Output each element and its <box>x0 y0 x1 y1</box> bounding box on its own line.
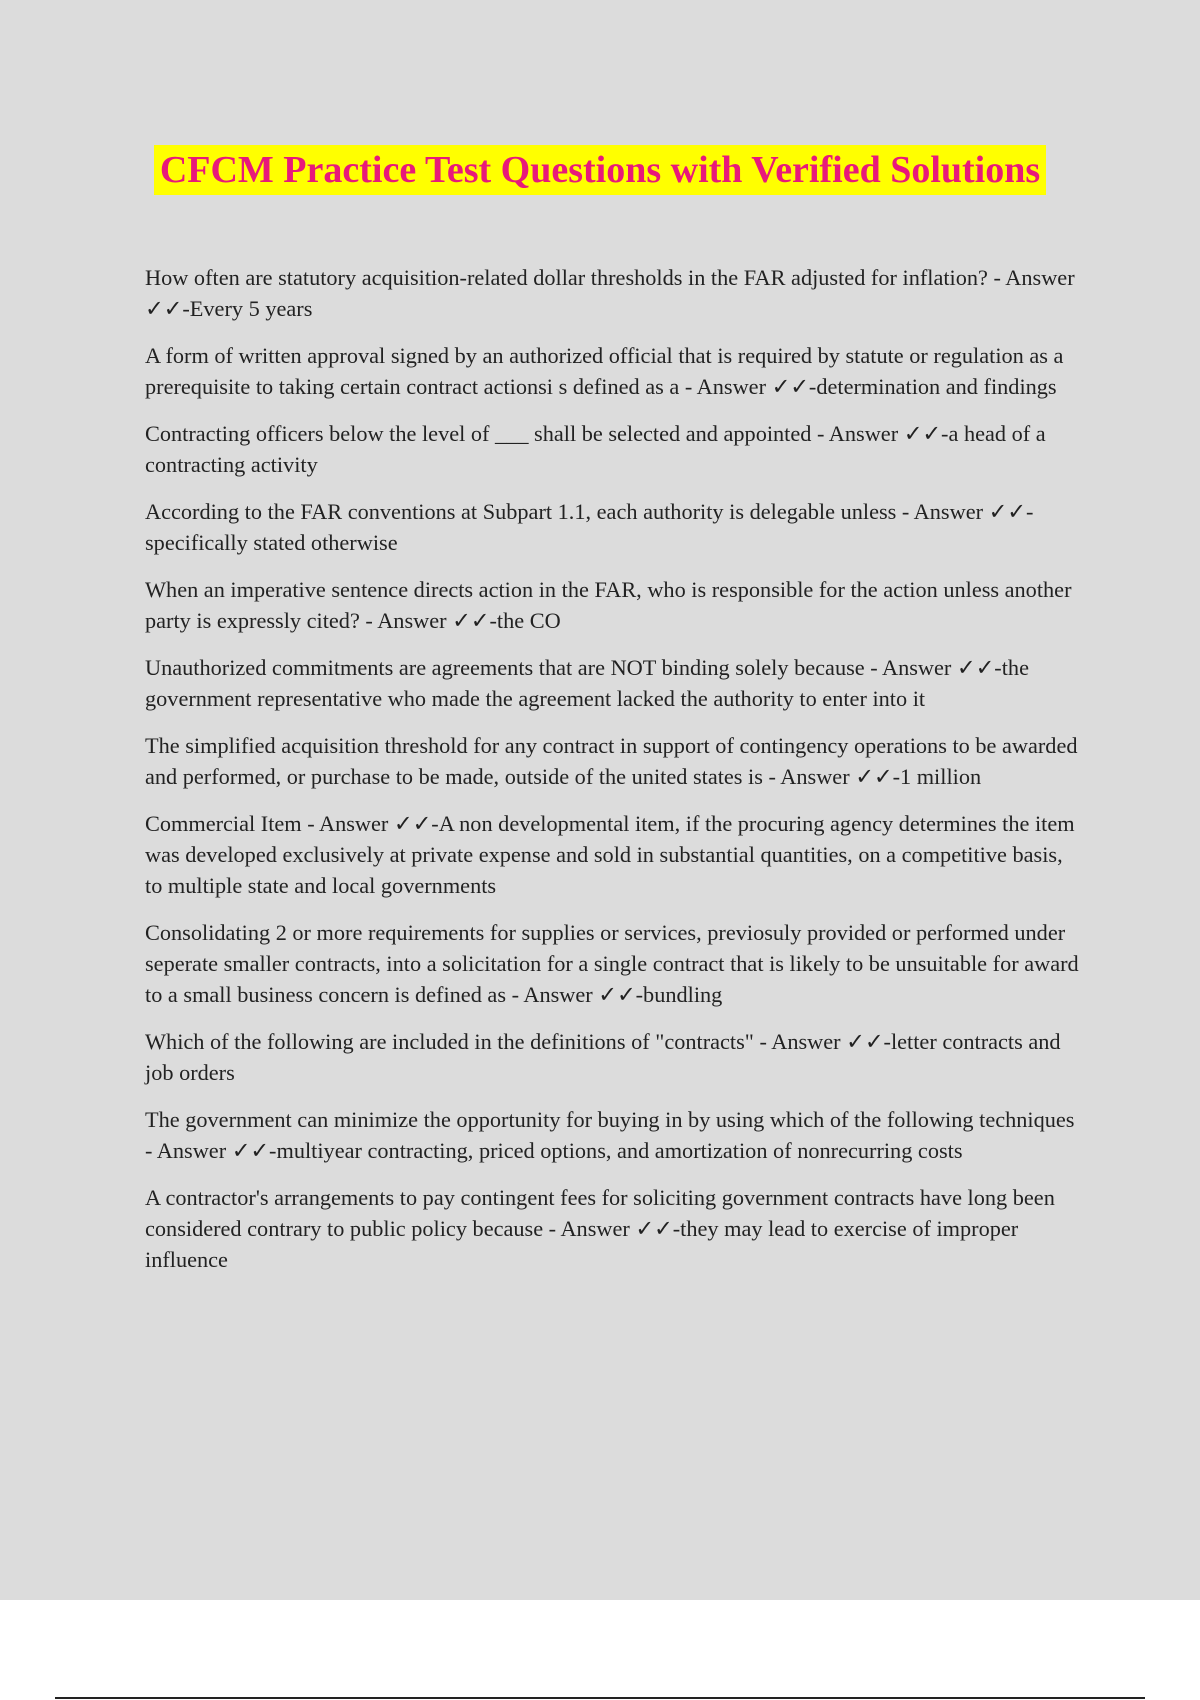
qa-text: When an imperative sentence directs action in the FAR, who is responsible for the action unless another party is expressly cited? - Answer ✓✓-the CO <box>145 577 1072 633</box>
qa-text: Which of the following are included in the definitions of "contracts" - Answer ✓✓-letter contracts and job orders <box>145 1029 1061 1085</box>
qa-item <box>145 652 1085 714</box>
qa-item <box>145 730 1085 792</box>
qa-item <box>145 418 1085 480</box>
title-wrapper <box>0 145 1200 195</box>
qa-text: The government can minimize the opportunity for buying in by using which of the following techniques - Answer ✓✓-multiyear contracting, priced options, and amortization of nonrecurring costs <box>145 1107 1075 1163</box>
qa-item <box>145 262 1085 324</box>
qa-item <box>145 574 1085 636</box>
qa-text: Consolidating 2 or more requirements for supplies or services, previosuly provided or performed under seperate smaller contracts, into a solicitation for a single contract that is likely to be unsuitable for award to a small business concern is defined as - Answer ✓✓-bundling <box>145 920 1079 1007</box>
qa-text: The simplified acquisition threshold for any contract in support of contingency operations to be awarded and performed, or purchase to be made, outside of the united states is - Answer ✓✓-1 million <box>145 733 1078 789</box>
qa-item <box>145 1104 1085 1166</box>
qa-text: How often are statutory acquisition-related dollar thresholds in the FAR adjusted for inflation? - Answer ✓✓-Every 5 years <box>145 265 1075 321</box>
qa-text: Unauthorized commitments are agreements that are NOT binding solely because - Answer ✓✓-the government representative who made the agreement lacked the authority to enter into it <box>145 655 1029 711</box>
qa-text: Contracting officers below the level of ___ shall be selected and appointed - Answer ✓✓-a head of a contracting activity <box>145 421 1046 477</box>
qa-text: A contractor's arrangements to pay contingent fees for soliciting government contracts have long been considered contrary to public policy because - Answer ✓✓-they may lead to exercise of improper influence <box>145 1185 1055 1272</box>
document-title: CFCM Practice Test Questions with Verified Solutions <box>154 145 1046 195</box>
qa-item <box>145 808 1085 901</box>
qa-text: According to the FAR conventions at Subpart 1.1, each authority is delegable unless - Answer ✓✓-specifically stated otherwise <box>145 499 1034 555</box>
qa-text: Commercial Item - Answer ✓✓-A non developmental item, if the procuring agency determines the item was developed exclusively at private expense and sold in substantial quantities, on a competitive basis, to multiple state and local governments <box>145 811 1075 898</box>
qa-item <box>145 1182 1085 1275</box>
qa-item <box>145 340 1085 402</box>
footer-divider <box>55 1697 1145 1699</box>
qa-item <box>145 1026 1085 1088</box>
qa-item <box>145 917 1085 1010</box>
qa-list <box>145 262 1085 1291</box>
qa-item <box>145 496 1085 558</box>
qa-text: A form of written approval signed by an authorized official that is required by statute or regulation as a prerequisite to taking certain contract actionsi s defined as a - Answer ✓✓-determination and findings <box>145 343 1064 399</box>
